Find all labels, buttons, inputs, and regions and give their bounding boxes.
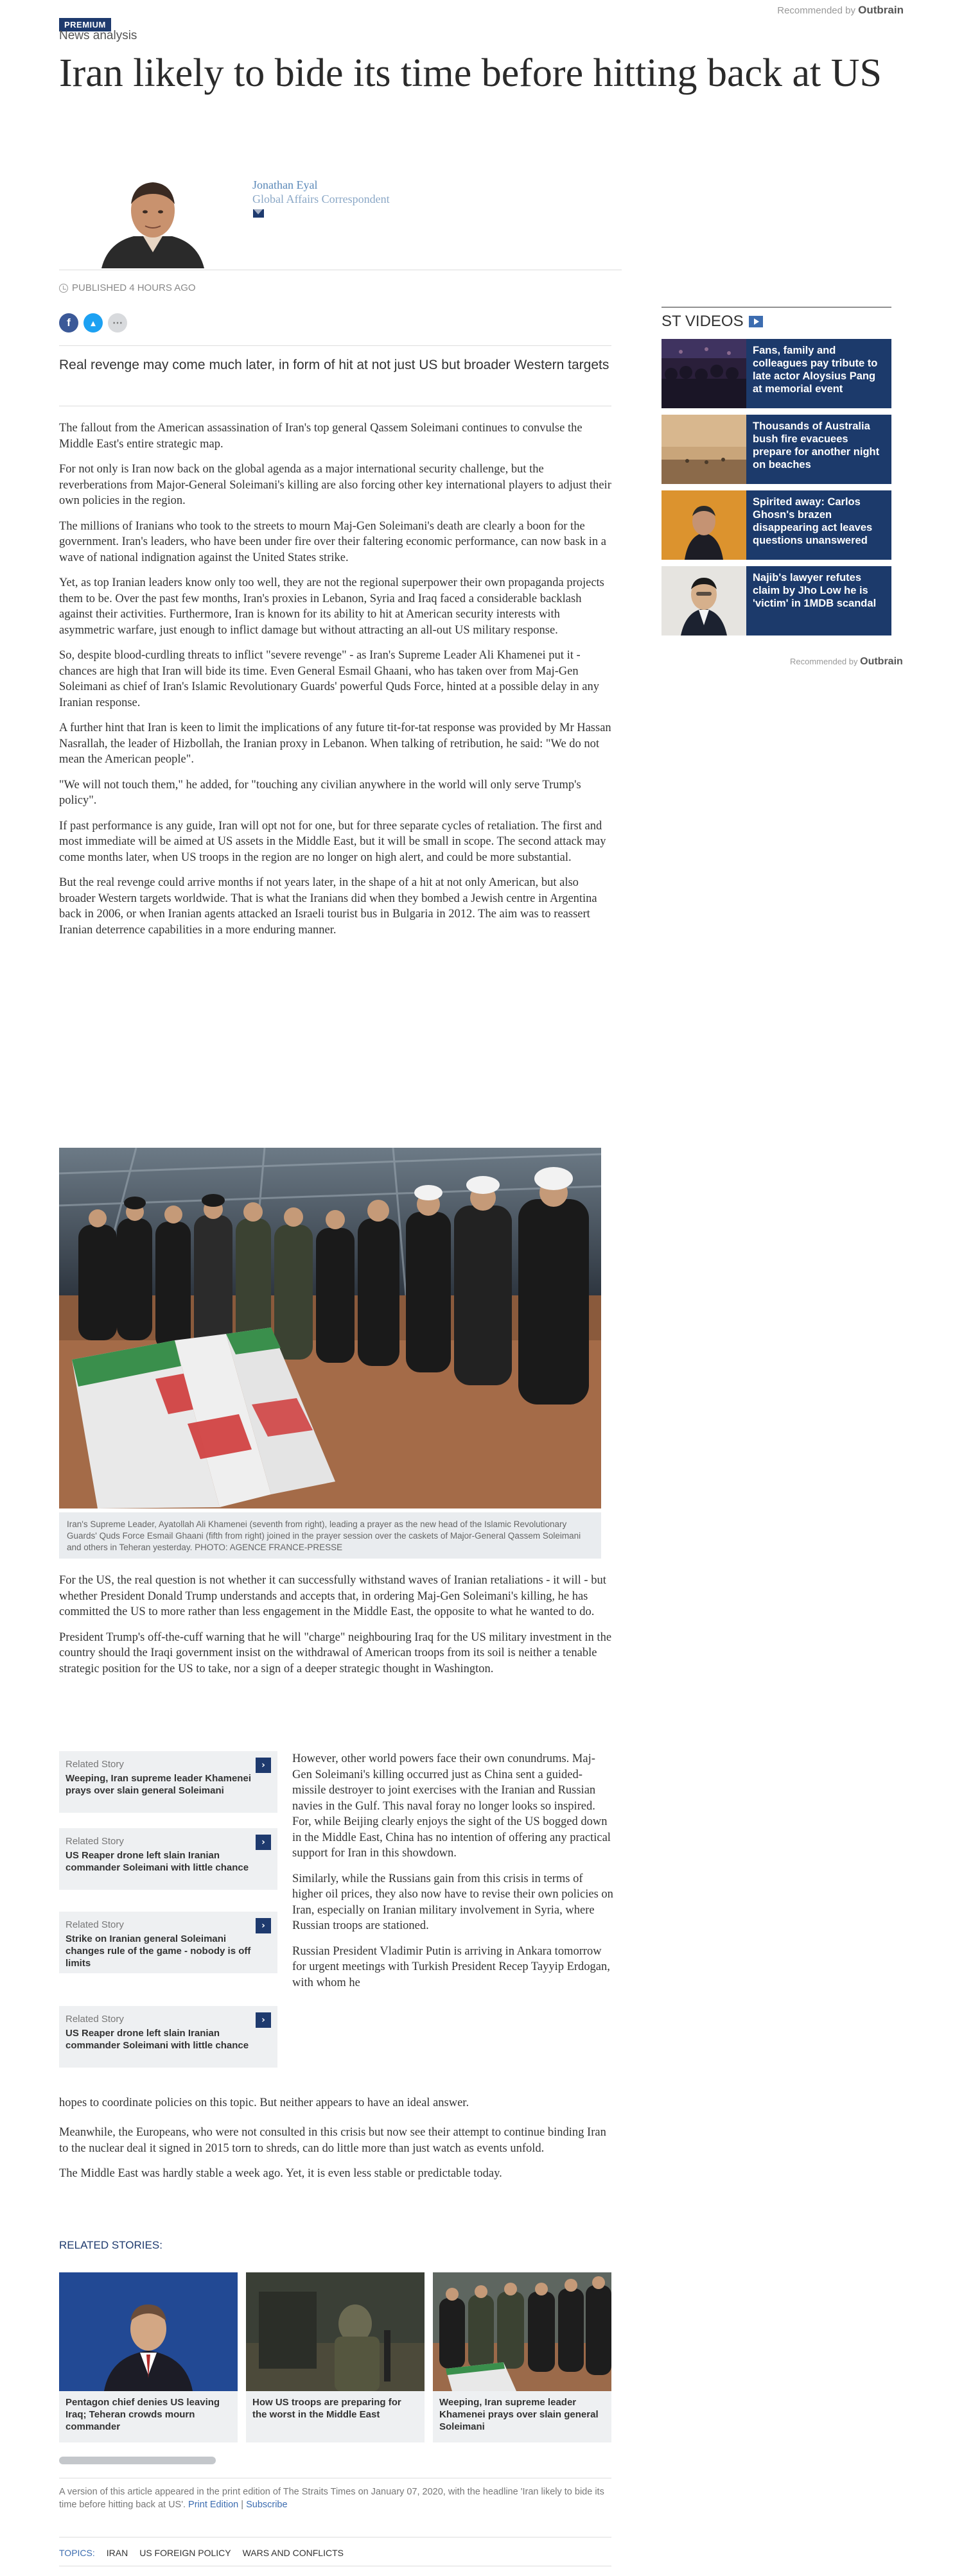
- topic-link[interactable]: IRAN: [106, 2548, 128, 2558]
- article-body: [59, 2125, 613, 2191]
- more-icon: ⋯: [112, 318, 123, 329]
- video-item[interactable]: [661, 415, 891, 484]
- paragraph: President Trump's off-the-cuff warning that he will "charge" neighbouring Iraq for the US military investment in the country should the Iraqi government insist on the withdrawal of American troops from its soil is neither a tenable strategic position for the US to take, nor a sign of a deeper strategic thought in Washington.: [59, 1630, 612, 1675]
- st-videos-heading[interactable]: [661, 313, 763, 331]
- facebook-share-button[interactable]: [59, 313, 78, 333]
- related-story-card[interactable]: [59, 1912, 277, 1973]
- twitter-icon: ▴: [91, 317, 96, 328]
- outbrain-recommendation[interactable]: [777, 4, 904, 17]
- paragraph: For the US, the real question is not whether it can successfully withstand waves of Iranian retaliations - it will - but whether President Donald Trump understands and accepts that, in ordering Maj-Gen Soleimani's killing, he has committed the US to more rather than less engagement in the Middle East, the opposite to what he wanted to do.: [59, 1574, 606, 1618]
- paragraph: Yet, as top Iranian leaders know only too well, they are not the regional superpower their own propaganda projects them to be. Over the past few months, Iran's proxies in Lebanon, Syria and Iraq faced a considerable backlash against their activities. Furthermore, Iran is known for its ability to hit at American security interests with asymmetric warfare, just enough to inflict damage but without attracting an all-out US military response.: [59, 576, 604, 637]
- related-story-label: Related Story: [66, 1836, 124, 1847]
- related-story-label: Related Story: [66, 1759, 124, 1770]
- related-story-image[interactable]: [246, 2272, 425, 2391]
- paragraph: However, other world powers face their own conundrums. Maj-Gen Soleimani's killing occurred just as China sent a guided-missile destroyer to joint exercises with the Iranian and Russian navies in the Gulf. This naval foray no longer looks so inspired. For, while Beijing clearly enjoys the sight of the US bogged down in the Middle East, China has no intention of offering any practical support for Iran in this showdown.: [292, 1752, 611, 1860]
- related-story-image[interactable]: [433, 2272, 611, 2391]
- outbrain-logo: Outbrain: [858, 4, 904, 16]
- divider: [59, 345, 611, 346]
- related-stories-scrollbar[interactable]: [59, 2457, 216, 2464]
- topics-bar: [59, 2548, 344, 2558]
- paragraph: But the real revenge could arrive months if not years later, in the shape of a hit at not only American, but also broader Western targets worldwide. That is what the Iranians did when they bombed a Jewish centre in Argentina back in 2006, or when Iranian agents attacked an Israeli tourist bus in Bulgaria in 2012. The aim was to reassert Iranian deterrence capabilities in a more enduring manner.: [59, 876, 597, 937]
- related-story-title[interactable]: US Reaper drone left slain Iranian commander Soleimani with little chance: [66, 1850, 249, 1873]
- article-headline: Iran likely to bide its time before hitting back at US: [59, 51, 882, 95]
- topic-link[interactable]: US FOREIGN POLICY: [139, 2548, 231, 2558]
- outbrain-prefix: Recommended by: [777, 5, 855, 16]
- video-thumbnail[interactable]: [661, 566, 746, 635]
- video-title[interactable]: Najib's lawyer refutes claim by Jho Low he is 'victim' in 1MDB scandal: [753, 572, 877, 609]
- video-item[interactable]: [661, 490, 891, 560]
- subscribe-link[interactable]: Subscribe: [246, 2500, 288, 2510]
- paragraph: The Middle East was hardly stable a week ago. Yet, it is even less stable or predictable today.: [59, 2167, 502, 2180]
- footnote-separator: |: [241, 2500, 244, 2510]
- related-stories-heading: RELATED STORIES:: [59, 2239, 162, 2251]
- published-time: [59, 282, 196, 293]
- arrow-right-icon[interactable]: ›: [256, 2012, 271, 2028]
- outbrain-recommendation[interactable]: [790, 656, 903, 668]
- mail-icon[interactable]: [253, 209, 264, 218]
- article-standfirst: Real revenge may come much later, in form of hit at not just US but broader Western targets: [59, 358, 609, 372]
- article-body: [59, 1573, 613, 1686]
- related-story-title[interactable]: How US troops are preparing for the worst in the Middle East: [246, 2391, 425, 2442]
- related-story-image[interactable]: [59, 2272, 238, 2391]
- related-story-tile[interactable]: [433, 2272, 611, 2442]
- photo-caption: Iran's Supreme Leader, Ayatollah Ali Khamenei (seventh from right), leading a prayer as the new head of the Islamic Revolutionary Guards' Quds Force Esmail Ghaani (fifth from right) joined in the prayer session over the caskets of Major-General Qassem Soleimani and others in Teheran yesterday. PHOTO: AGENCE FRANCE-PRESSE: [59, 1512, 601, 1559]
- paragraph: Similarly, while the Russians gain from this crisis in terms of higher oil prices, they also now have to revise their own policies on Iran, especially on Iranian military involvement in Syria, where Russian troops are stationed.: [292, 1872, 613, 1932]
- published-label: PUBLISHED 4 HOURS AGO: [72, 282, 196, 293]
- paragraph: A further hint that Iran is keen to limit the implications of any future tit-for-tat response was provided by Mr Hassan Nasrallah, the leader of Hizbollah, the Iranian proxy in Lebanon. When talking of retribution, he said: "We do not mean the American people".: [59, 722, 611, 766]
- video-title[interactable]: Fans, family and colleagues pay tribute to late actor Aloysius Pang at memorial event: [753, 345, 878, 395]
- related-story-card[interactable]: [59, 1751, 277, 1813]
- video-thumbnail[interactable]: [661, 490, 746, 560]
- related-story-title[interactable]: Pentagon chief denies US leaving Iraq; Teheran crowds mourn commander: [59, 2391, 238, 2442]
- related-story-tile[interactable]: [246, 2272, 425, 2442]
- outbrain-logo: Outbrain: [860, 656, 903, 667]
- author-role: Global Affairs Correspondent: [252, 193, 390, 205]
- article-photo[interactable]: [59, 1148, 601, 1508]
- topic-link[interactable]: WARS AND CONFLICTS: [242, 2548, 344, 2558]
- author-name[interactable]: Jonathan Eyal: [252, 178, 318, 191]
- premium-badge: PREMIUM: [59, 18, 111, 31]
- st-videos-title: ST VIDEOS: [661, 313, 744, 330]
- clock-icon: [59, 284, 68, 293]
- video-item[interactable]: [661, 566, 891, 635]
- footnote-text: A version of this article appeared in the print edition of The Straits Times on January 07, 2020, with the headline 'Iran likely to bide its time before hitting back at US'.: [59, 2487, 604, 2510]
- article-kicker: News analysis: [59, 29, 137, 42]
- related-story-title[interactable]: US Reaper drone left slain Iranian commander Soleimani with little chance: [66, 2028, 249, 2051]
- paragraph: "We will not touch them," he added, for "touching any civilian anywhere in the world will only serve Trump's policy".: [59, 778, 581, 807]
- author-avatar[interactable]: [95, 172, 211, 268]
- related-story-label: Related Story: [66, 1919, 124, 1930]
- paragraph: So, despite blood-curdling threats to inflict "severe revenge" - as Iran's Supreme Leader Ali Khamenei put it - chances are high that Iran will bide its time. Even General Esmail Ghaani, who has taken over from Maj-Gen Soleimani as chief of Iran's Islamic Revolutionary Guards' powerful Quds Force, hinted at a possible delay in any Iranian response.: [59, 649, 600, 709]
- paragraph: For not only is Iran now back on the global agenda as a major international security challenge, but the reverberations from Major-General Soleimani's killing are also forcing other key international players to adjust their own policies in the region.: [59, 463, 611, 507]
- related-story-card[interactable]: [59, 2006, 277, 2068]
- video-title[interactable]: Spirited away: Carlos Ghosn's brazen disappearing act leaves questions unanswered: [753, 496, 873, 546]
- paragraph: The millions of Iranians who took to the streets to mourn Maj-Gen Soleimani's death are clearly a boon for the government. Iran's leaders, who have been under fire over their faltering economic performance, can now bask in a wave of national indignation against the United States strike.: [59, 519, 606, 564]
- arrow-right-icon[interactable]: ›: [256, 1835, 271, 1850]
- related-story-title[interactable]: Weeping, Iran supreme leader Khamenei prays over slain general Soleimani: [66, 1773, 251, 1796]
- play-icon: [749, 316, 763, 327]
- paragraph: Russian President Vladimir Putin is arriving in Ankara tomorrow for urgent meetings with Turkish President Recep Tayyip Erdogan, with whom he: [292, 1944, 610, 1989]
- topics-label: TOPICS:: [59, 2548, 95, 2558]
- video-thumbnail[interactable]: [661, 415, 746, 484]
- arrow-right-icon[interactable]: ›: [256, 1918, 271, 1933]
- print-edition-link[interactable]: Print Edition: [188, 2500, 239, 2510]
- article-body: [292, 1751, 613, 1991]
- twitter-share-button[interactable]: [83, 313, 103, 333]
- facebook-icon: f: [67, 316, 71, 329]
- paragraph: If past performance is any guide, Iran will opt not for one, but for three separate cycles of retaliation. The first and most immediate will be aimed at US assets in the Middle East, but it will be small in scope. The second attack may come months later, when US troops in the region are no longer on high alert, and could be more substantial.: [59, 819, 606, 864]
- arrow-right-icon[interactable]: ›: [256, 1758, 271, 1773]
- related-story-tile[interactable]: [59, 2272, 238, 2442]
- paragraph: hopes to coordinate policies on this topic. But neither appears to have an ideal answer.: [59, 2096, 469, 2109]
- article-body: [59, 2095, 613, 2121]
- related-story-card[interactable]: [59, 1828, 277, 1890]
- video-thumbnail[interactable]: [661, 339, 746, 408]
- article-body: [59, 420, 613, 947]
- outbrain-prefix: Recommended by: [790, 657, 858, 666]
- video-title[interactable]: Thousands of Australia bush fire evacuees prepare for another night on beaches: [753, 420, 880, 471]
- related-story-label: Related Story: [66, 2014, 124, 2025]
- paragraph: Meanwhile, the Europeans, who were not consulted in this crisis but now see their attempt to continue binding Iran to the nuclear deal it signed in 2015 torn to shreds, can do little more than just watch as events unfold.: [59, 2126, 606, 2155]
- video-item[interactable]: [661, 339, 891, 408]
- related-story-title[interactable]: Strike on Iranian general Soleimani changes rule of the game - nobody is off limits: [66, 1933, 251, 1969]
- print-edition-note: [59, 2485, 611, 2511]
- more-share-button[interactable]: [108, 313, 127, 333]
- paragraph: The fallout from the American assassination of Iran's top general Qassem Soleimani continues to convulse the Middle East's entire strategic map.: [59, 422, 583, 451]
- related-story-title[interactable]: Weeping, Iran supreme leader Khamenei prays over slain general Soleimani: [433, 2391, 611, 2442]
